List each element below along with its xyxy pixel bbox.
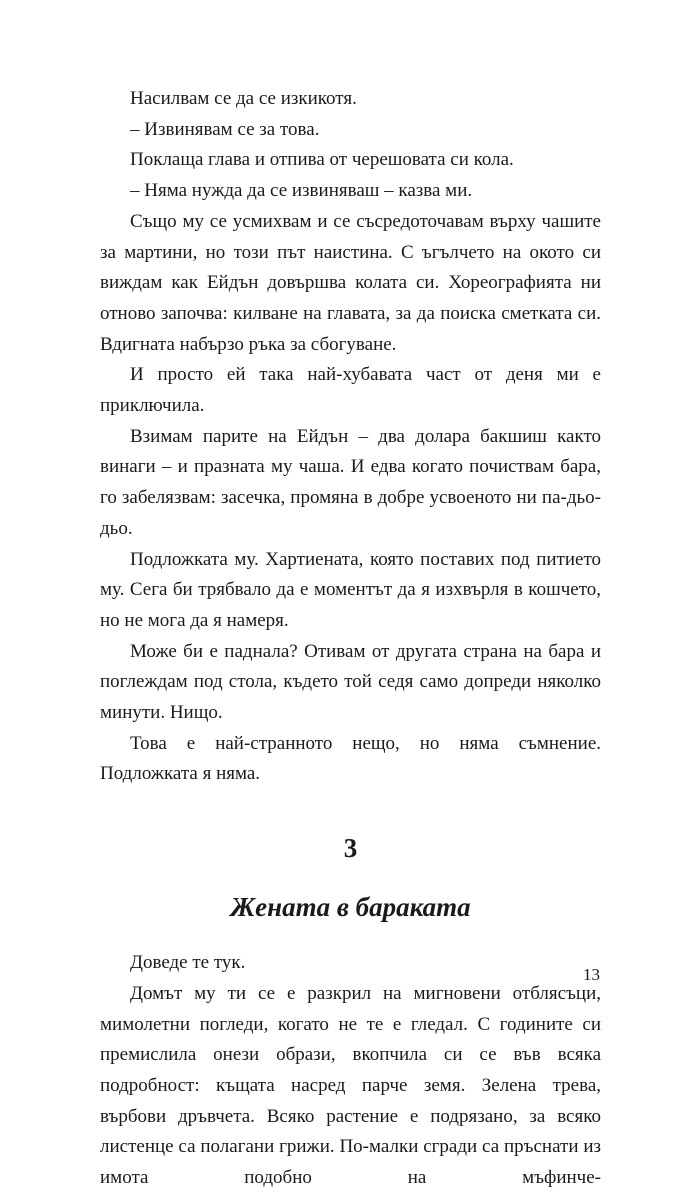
chapter-number: 3 [343,833,358,864]
paragraph: – Извинявам се за това. [130,118,320,140]
paragraph: Насилвам се да се изкикотя. [130,88,357,109]
paragraph: Домът му ти се е разкрил на мигновени отблясъци, мимолетни погледи, когато не те е гледал. С годините си премислила онези образи, вкопчила си се във всяка подробност: къщата насред парче земя. Зелена трева, върбови дръвчета. Всяко растение е подрязано, за всяко листенце са полагани грижи. По-малки сгради са пръснати из имота подобно на мъфинче- [100,982,601,1189]
section-before [100,84,601,790]
paragraph: Доведе те тук. [130,952,246,974]
chapter-title: Жената в бараката [230,892,471,923]
paragraph: Това е най-странното нещо, но няма съмнение. Подложката я няма. [100,732,601,785]
paragraph: И просто ей така най-хубавата част от деня ми е приключила. [100,364,601,417]
paragraph: Подложката му. Хартиената, която поставих под питието му. Сега би трябвало да е моментът да я изхвърля в кошчето, но не мога да я намеря. [100,548,601,631]
chapter-body [100,948,601,1194]
paragraph: Взимам парите на Ейдън – два долара бакшиш както винаги – и празната му чаша. И едва когато почиствам бара, го забелязвам: засечка, промяна в добре усвоеното ни па-дьо-дьо. [100,425,601,539]
paragraph: Може би е паднала? Отивам от другата страна на бара и поглеждам под стола, където той седя само допреди няколко минути. Нищо. [100,640,601,724]
page-number: 13 [583,965,600,984]
page-content [100,84,601,1194]
paragraph: Поклаща глава и отпива от черешовата си кола. [130,149,514,171]
paragraph: Също му се усмихвам и се съсредоточавам върху чашите за мартини, но този път наистина. С ъгълчето на окото си виждам как Ейдън довършва колата си. Хореографията ни отново започва: килване на главата, за да поиска сметката си. Вдигната набързо ръка за сбогуване. [100,210,601,355]
paragraph: – Няма нужда да се извиняваш – казва ми. [130,180,473,202]
